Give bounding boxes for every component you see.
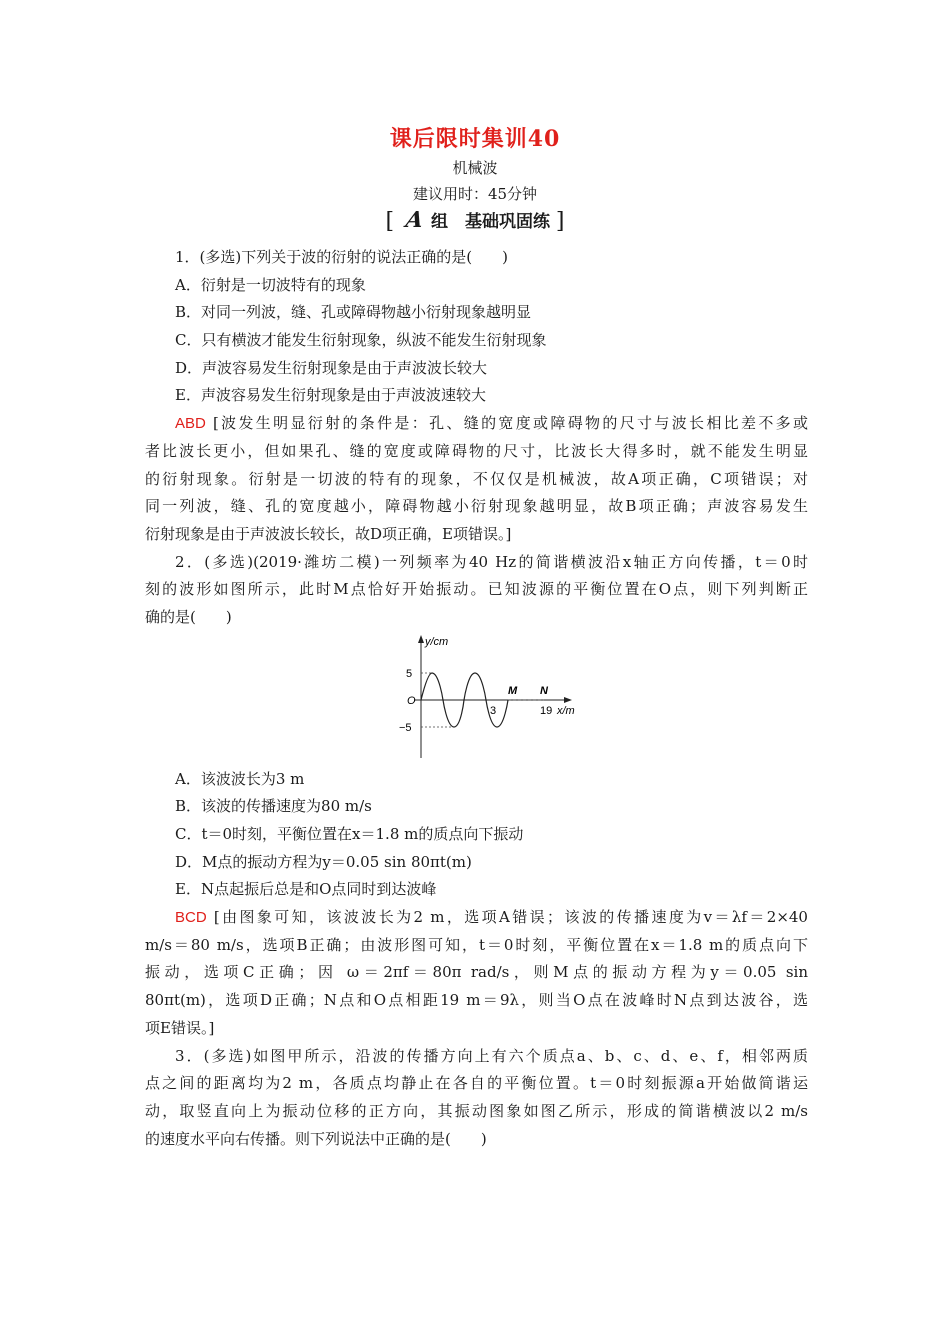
q2-answer: BCD: [175, 909, 207, 927]
q1-explanation-line: 同一列波，缝、孔的宽度越小，障碍物越小衍射现象越明显，故B项正确；声波容易发生: [145, 497, 808, 516]
chapter-subtitle: 机械波: [452, 159, 498, 177]
q2-explanation-line: 80πt(m)，选项D正确；N点和O点相距19 m＝9λ，则当O点在波峰时N点到达波谷，选: [145, 991, 808, 1010]
y-tick-neg5: −5: [399, 721, 412, 734]
y-axis-label: y/cm: [425, 635, 449, 648]
y-axis-arrow-icon: [418, 635, 424, 643]
q1-explanation-line: 的衍射现象。衍射是一切波的特有的现象，不仅仅是机械波，故A项正确，C项错误；对: [145, 469, 808, 488]
q2-explanation-text: [由图象可知，该波波长为2 m，选项A错误；该波的传播速度为v＝λf＝2×40: [213, 908, 808, 927]
group-bracket-close: ]: [555, 209, 565, 234]
q1-option-a: A．衍射是一切波特有的现象: [175, 275, 366, 294]
q2-explanation-line: [145, 904, 808, 932]
q1-explanation-line: 衍射现象是由于声波波长较长，故D项正确，E项错误。]: [145, 524, 512, 543]
suggested-time: 建议用时：45分钟: [412, 185, 538, 203]
q2-stem-line: 2．(多选)(2019·潍坊二模)一列频率为40 Hz的简谐横波沿x轴正方向传播，t＝0时: [175, 552, 808, 571]
q2-explanation-line: 项E错误。]: [145, 1018, 215, 1037]
group-label: 组 基础巩固练: [431, 212, 550, 232]
q2-wave-figure: [145, 632, 808, 766]
content-body: [145, 244, 808, 1153]
q1-explanation-line: [145, 410, 808, 438]
q2-option-d: D．M点的振动方程为y＝0.05 sin 80πt(m): [175, 852, 472, 871]
q1-option-d: D．声波容易发生衍射现象是由于声波波长较大: [175, 358, 488, 377]
q1-stem: 1．(多选)下列关于波的衍射的说法正确的是( ): [175, 248, 508, 266]
group-letter: A: [404, 207, 425, 233]
q3-stem-line: 动，取竖直向上为振动位移的正方向，其振动图象如图乙所示，形成的简谐横波以2 m/s: [145, 1101, 808, 1120]
q1-option-c: C．只有横波才能发生衍射现象，纵波不能发生衍射现象: [175, 331, 547, 350]
x-tick-19: 19: [540, 704, 553, 717]
q1-answer: ABD: [175, 415, 206, 433]
q2-stem-line: 确的是( ): [145, 607, 232, 626]
q1-option-e: E．声波容易发生衍射现象是由于声波波速较大: [175, 386, 486, 405]
wave-graph: [394, 632, 584, 766]
q2-option-a: A．该波波长为3 m: [175, 769, 305, 788]
point-n-label: N: [540, 684, 548, 697]
q2-option-e: E．N点起振后总是和O点同时到达波峰: [175, 880, 437, 899]
q2-option-b: B．该波的传播速度为80 m/s: [175, 797, 372, 816]
q3-stem-line: 3．(多选)如图甲所示，沿波的传播方向上有六个质点a、b、c、d、e、f，相邻两质: [175, 1046, 808, 1065]
y-tick-5: 5: [406, 667, 413, 680]
x-tick-3: 3: [490, 704, 497, 717]
point-m-label: M: [508, 684, 518, 697]
q1-option-b: B．对同一列波，缝、孔或障碍物越小衍射现象越明显: [175, 303, 532, 322]
q2-explanation-line: m/s＝80 m/s，选项B正确；由波形图可知，t＝0时刻，平衡位置在x＝1.8 m的质点向下: [145, 935, 808, 954]
q2-stem-line: 刻的波形如图所示，此时M点恰好开始振动。已知波源的平衡位置在O点，则下列判断正: [145, 580, 808, 599]
q3-stem-line: 的速度水平向右传播。则下列说法中正确的是( ): [145, 1129, 487, 1148]
q2-option-c: C．t＝0时刻，平衡位置在x＝1.8 m的质点向下振动: [175, 825, 524, 843]
origin-label: O: [407, 694, 416, 707]
x-axis-arrow-icon: [564, 697, 572, 703]
q2-explanation-line: 振动，选项C正确；因 ω＝2πf＝80π rad/s，则M点的振动方程为y＝0.05 sin: [145, 963, 808, 982]
group-heading: [0, 207, 950, 234]
page-title: 课后限时集训40: [389, 126, 561, 152]
q1-explanation-line: 者比波长更小，但如果孔、缝的宽度或障碍物的尺寸，比波长大得多时，就不能发生明显: [145, 441, 808, 460]
q3-stem-line: 点之间的距离均为2 m，各质点均静止在各自的平衡位置。t＝0时刻振源a开始做简谐运: [145, 1074, 808, 1093]
q1-explanation-text: [波发生明显衍射的条件是：孔、缝的宽度或障碍物的尺寸与波长相比差不多或: [212, 414, 808, 433]
x-axis-label: x/m: [557, 704, 575, 717]
group-bracket-open: [: [385, 209, 395, 234]
